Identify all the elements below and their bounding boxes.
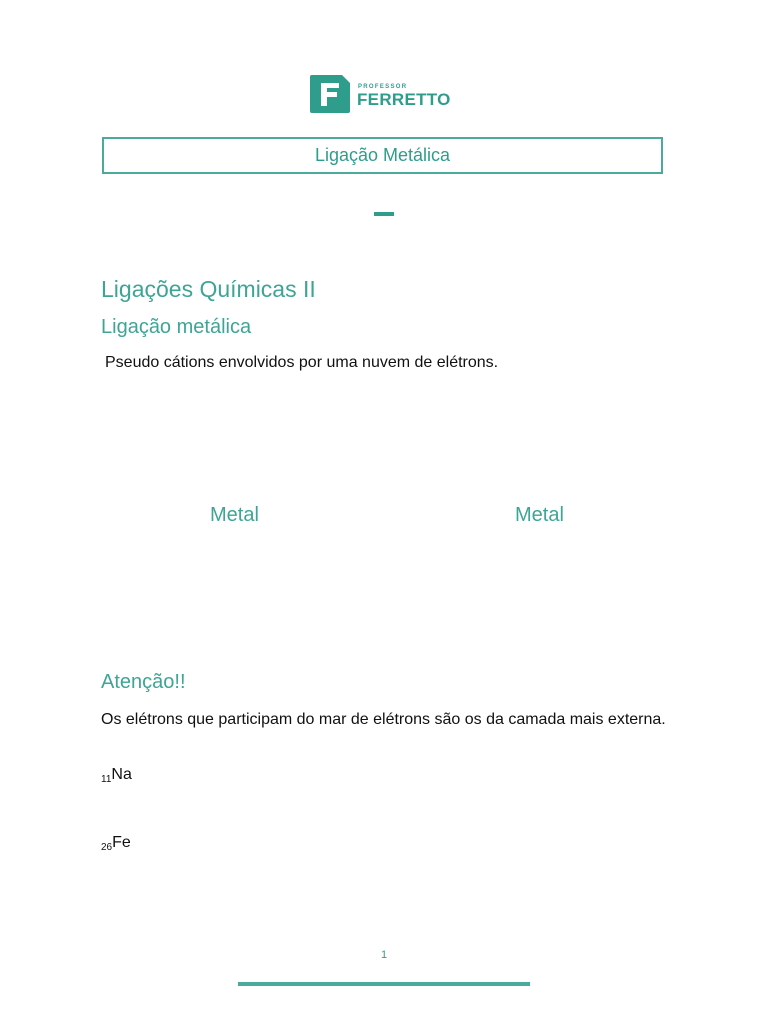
brand-subtitle: PROFESSOR bbox=[358, 84, 408, 90]
brand-name: FERRETTO bbox=[357, 90, 451, 109]
metal-label-right: Metal bbox=[515, 504, 564, 526]
subsection-heading: Ligação metálica bbox=[101, 316, 252, 338]
attention-heading: Atenção!! bbox=[101, 671, 186, 693]
page-number: 1 bbox=[380, 949, 388, 961]
atomic-number: 11 bbox=[101, 774, 112, 785]
document-title: Ligação Metálica bbox=[102, 137, 663, 174]
attention-text: Os elétrons que participam do mar de elétrons são os da camada mais externa. bbox=[101, 711, 666, 728]
brand-logo bbox=[310, 75, 460, 113]
ferretto-logo-icon bbox=[310, 75, 350, 113]
element-symbol: Na bbox=[111, 766, 132, 783]
footer-bar bbox=[238, 982, 530, 986]
element-sodium bbox=[101, 766, 132, 785]
section-heading: Ligações Químicas II bbox=[101, 276, 316, 302]
element-symbol: Fe bbox=[112, 834, 131, 851]
metal-label-left: Metal bbox=[210, 504, 259, 526]
element-iron bbox=[101, 834, 131, 853]
title-divider bbox=[374, 212, 394, 216]
intro-text: Pseudo cátions envolvidos por uma nuvem de elétrons. bbox=[105, 354, 499, 371]
atomic-number: 26 bbox=[101, 842, 113, 853]
